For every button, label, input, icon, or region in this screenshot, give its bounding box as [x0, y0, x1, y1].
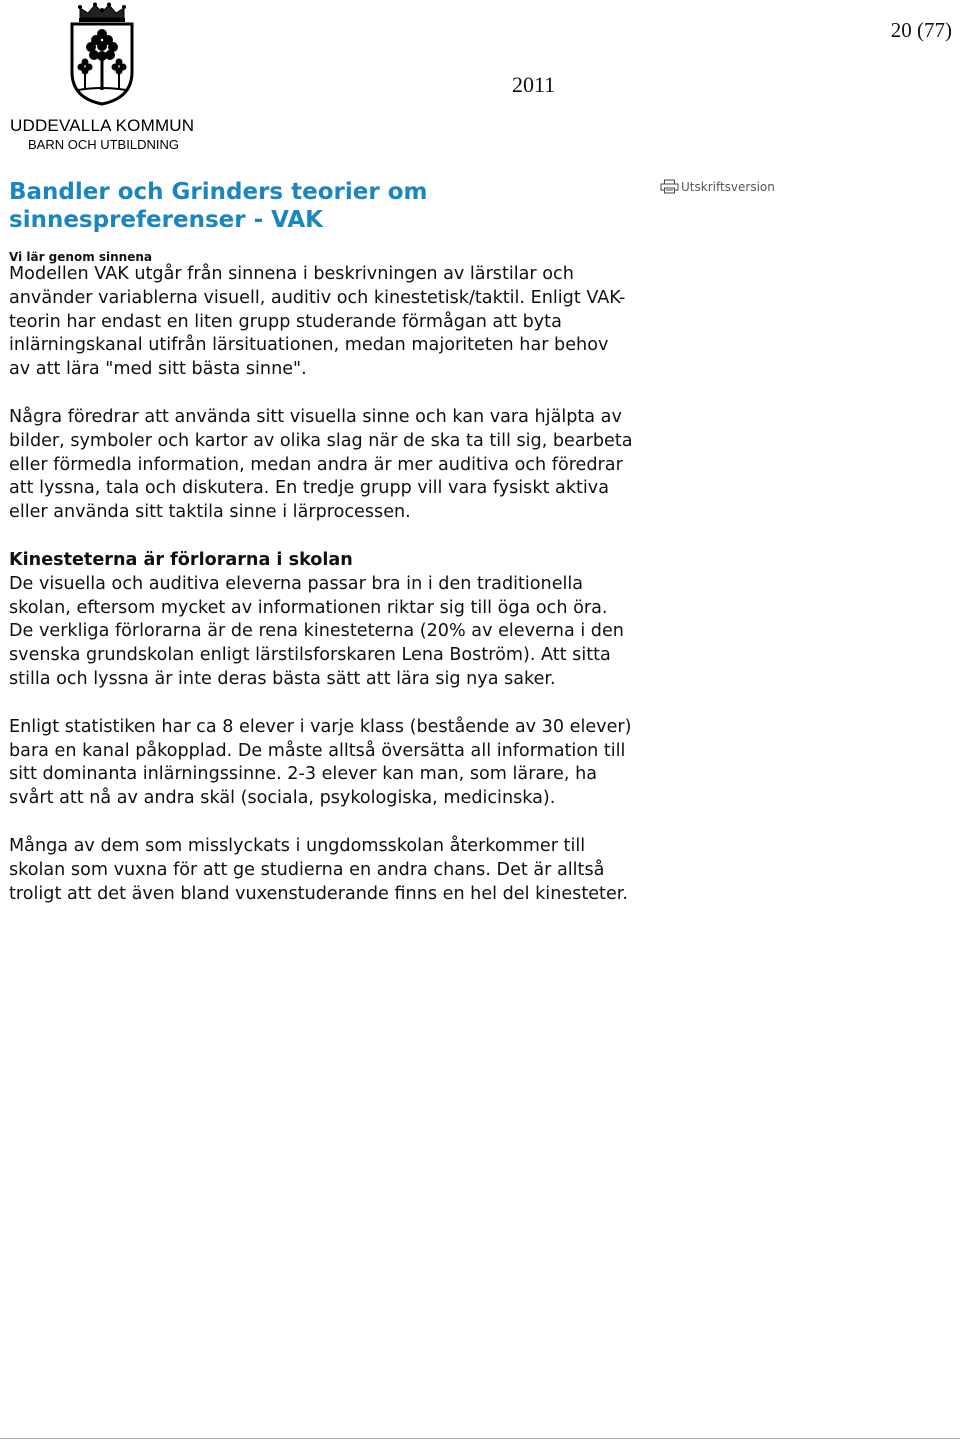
department-name: BARN OCH UTBILDNING — [28, 137, 179, 152]
paragraph-statistics: Enligt statistiken har ca 8 elever i varje klass (bestående av 30 elever) bara en kanal påkopplad. De måste alltså översätta all information till sitt dominanta inlärningssinne. 2-3 elever kan man, som lärare, ha svårt att nå av andra skäl (sociala, psykologiska, medicinska). — [9, 716, 632, 809]
document-year: 2011 — [512, 72, 556, 97]
article-title: Bandler och Grinders teorier om sinnespreferenser - VAK — [9, 179, 428, 233]
article-kicker: Vi lär genom sinnena — [9, 250, 152, 264]
paragraph-kinesthetic: De visuella och auditiva eleverna passar bra in i den traditionella skolan, eftersom mycket av informationen riktar sig till öga och öra. De verkliga förlorarna är de rena kinesteterna (20% av eleverna i den svenska grundskolan enligt lärstilsforskaren Lena Boström). Att sitta stilla och lyssna är inte deras bästa sätt att lära sig nya saker. — [9, 573, 624, 689]
paragraph-senses: Några föredrar att använda sitt visuella sinne och kan vara hjälpta av bilder, symboler och kartor av olika slag när de ska ta till sig, bearbeta eller förmedla information, medan andra är mer auditiva och föredrar att lyssna, tala och diskutera. En tredje grupp vill vara fysiskt aktiva eller använda sitt taktila sinne i lärprocessen. — [9, 406, 633, 523]
printer-icon — [660, 179, 679, 194]
print-version-label: Utskriftsversion — [681, 179, 775, 194]
organization-name: UDDEVALLA KOMMUN — [10, 116, 195, 135]
paragraph-intro: Modellen VAK utgår från sinnena i beskrivningen av lärstilar och använder variablerna visuell, auditiv och kinestetisk/taktil. Enligt VAK-teorin har endast en liten grupp studerande förmågan att byta inlärningskanal utifrån lärsituationen, medan majoriteten har behov av att lära "med sitt bästa sinne". — [9, 264, 626, 380]
page-number: 20 (77) — [890, 18, 952, 42]
organization-header — [10, 116, 194, 153]
municipality-crest-logo — [68, 2, 136, 106]
print-version-link[interactable] — [660, 179, 775, 194]
paragraph-adult-learners: Många av dem som misslyckats i ungdomsskolan återkommer till skolan som vuxna för att ge studierna en andra chans. Det är alltså troligt att det även bland vuxenstuderande finns en hel del kinesteter. — [9, 835, 628, 904]
article-body — [9, 263, 634, 930]
section-heading: Kinesteterna är förlorarna i skolan — [9, 549, 353, 570]
page-bottom-divider — [0, 1438, 960, 1439]
